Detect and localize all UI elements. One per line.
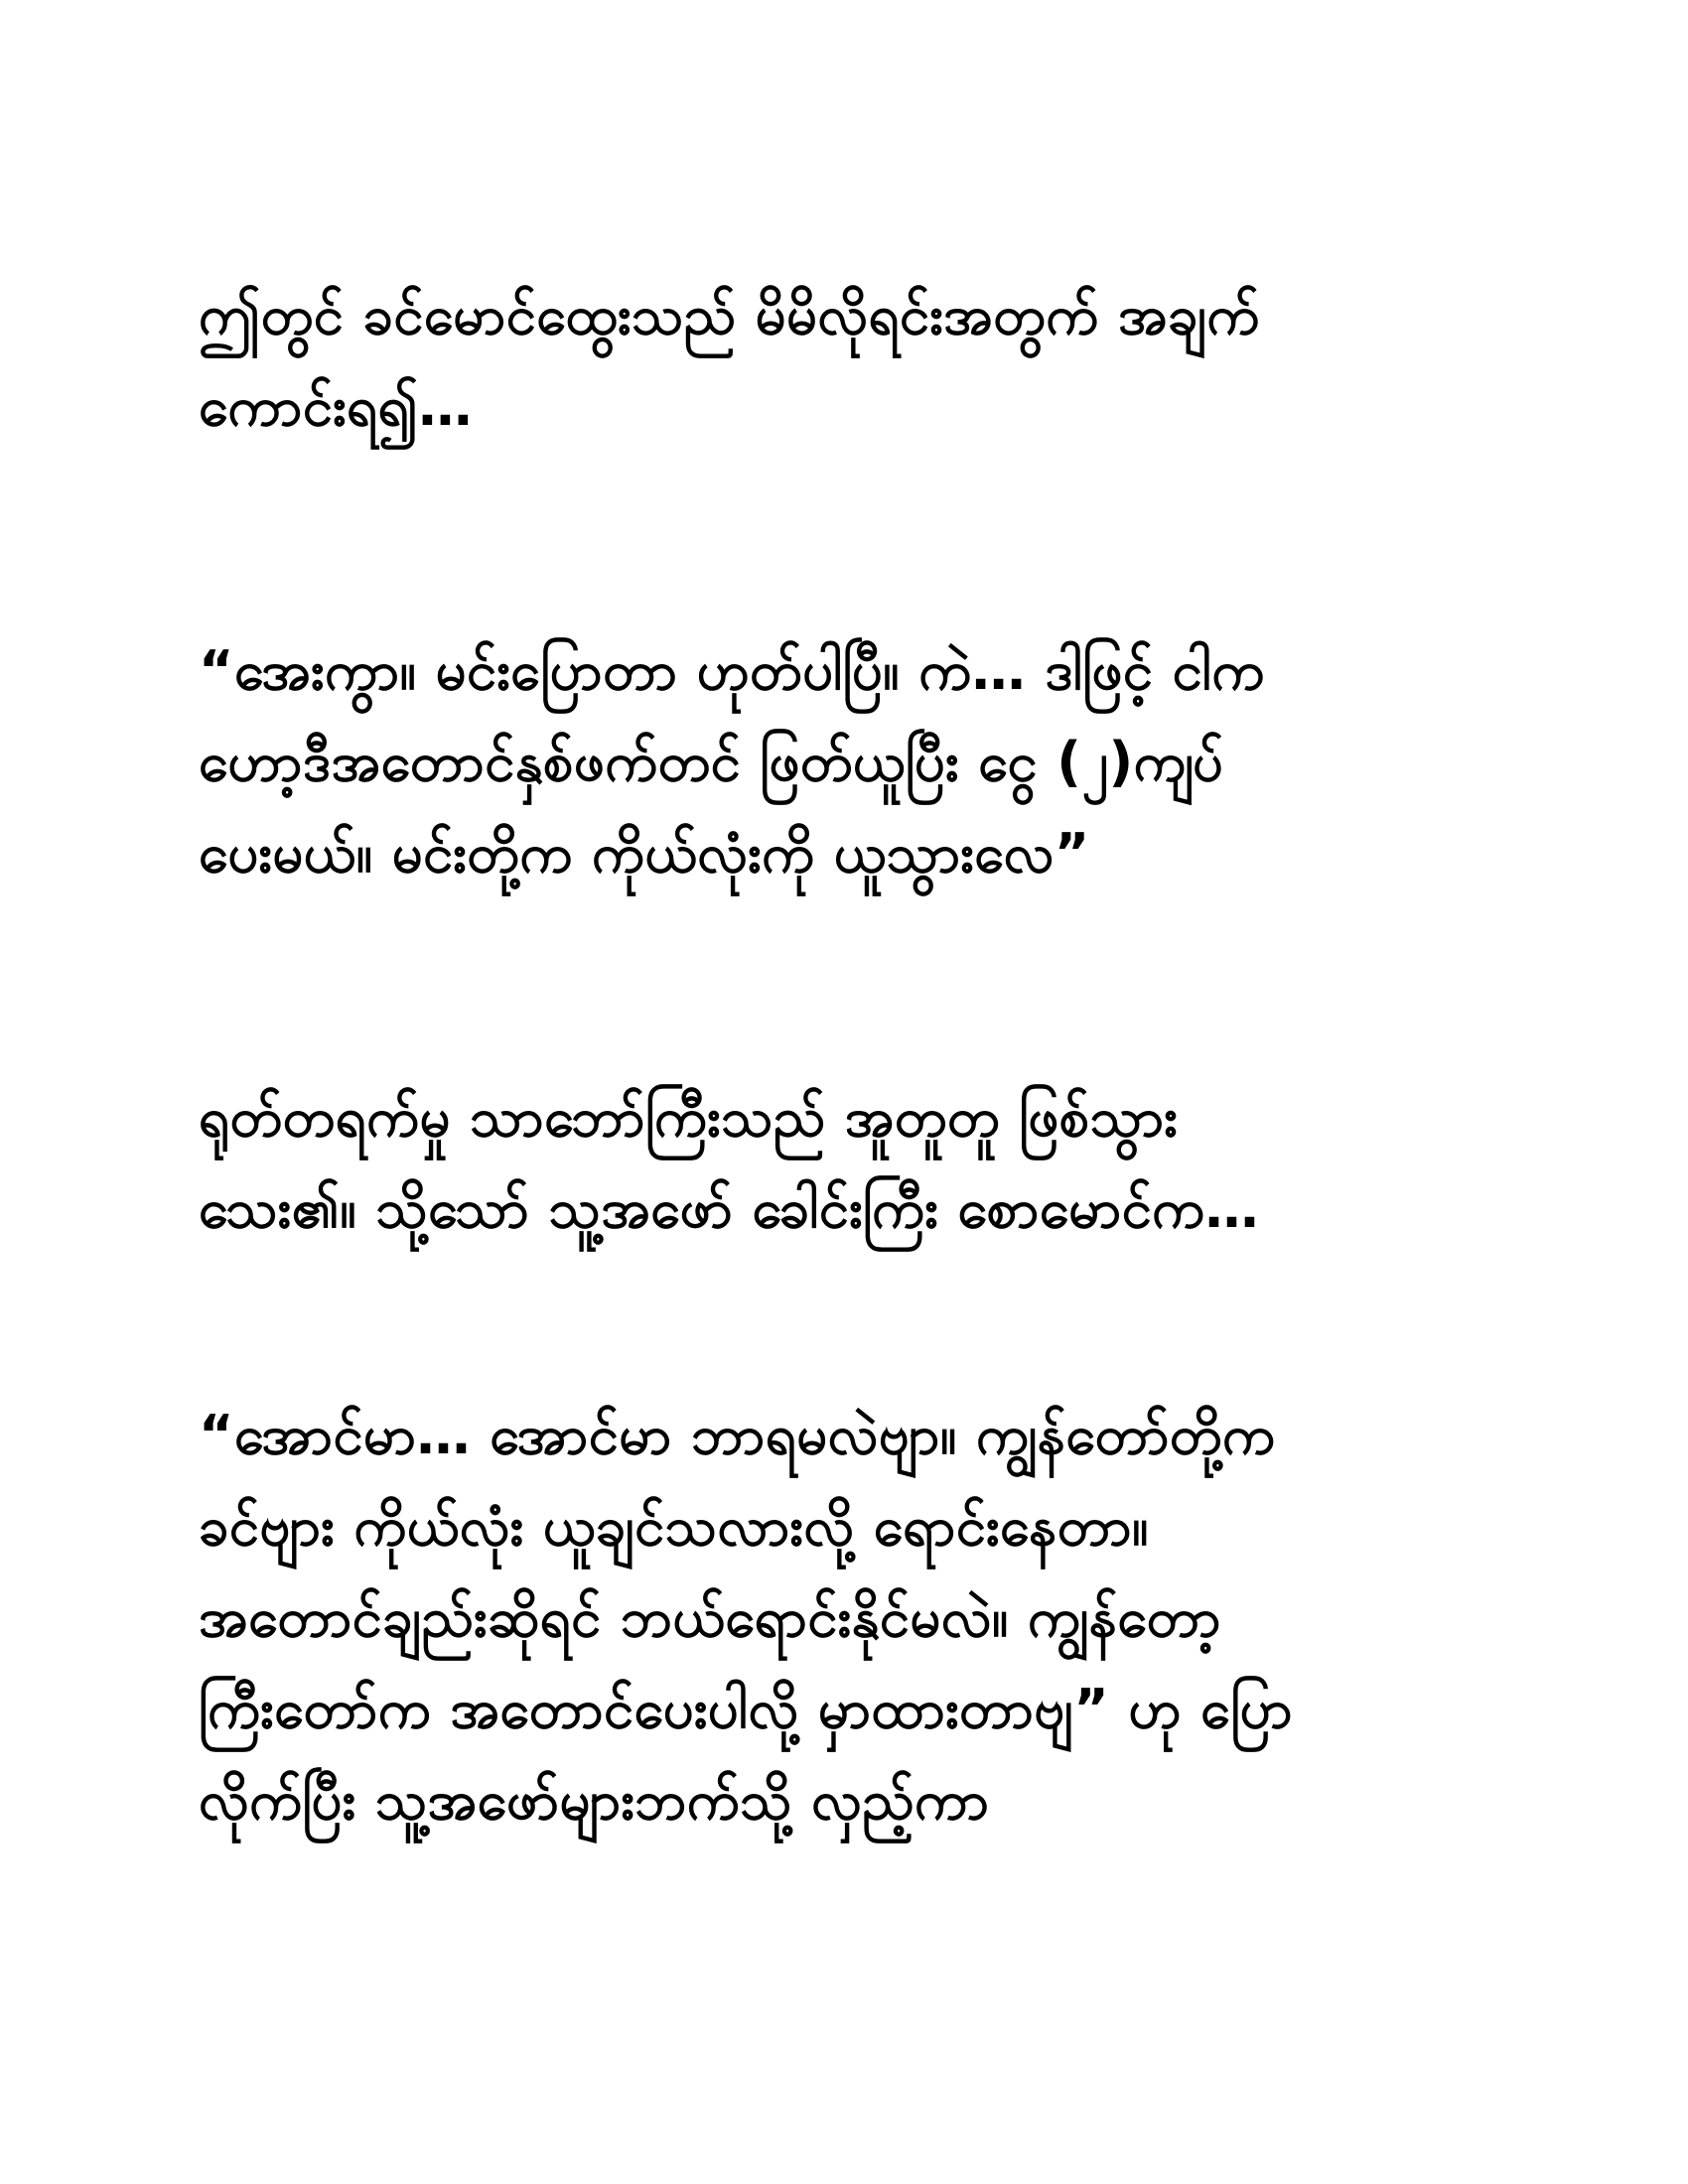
paragraph-3 <box>199 1072 1519 1255</box>
paragraph-line: သေး၏။ သို့သော် သူ့အဖော် ခေါင်းကြီး စောမောင်က… <box>199 1177 1260 1240</box>
paragraph-2 <box>199 625 1519 899</box>
paragraph-line: ကောင်းရ၍… <box>199 375 473 438</box>
paragraph-line: “အောင်မာ… အောင်မာ ဘာရမလဲဗျာ။ ကျွန်တော်တို့က <box>199 1404 1276 1466</box>
paragraph-line: ဤတွင် ခင်မောင်ထွေးသည် မိမိလိုရင်းအတွက် အချက် <box>199 284 1260 346</box>
paragraph-line: ပေးမယ်။ မင်းတို့က ကိုယ်လုံးကို ယူသွားလေ” <box>199 822 1090 885</box>
paragraph-line: အတောင်ချည်းဆိုရင် ဘယ်ရောင်းနိုင်မလဲ။ ကျွန်တော့ <box>199 1586 1221 1649</box>
paragraph-line: ရုတ်တရက်မှု သာဘော်ကြီးသည် အူတူတူ ဖြစ်သွား <box>199 1086 1179 1149</box>
paragraph-1 <box>199 270 1519 453</box>
paragraph-line: ကြီးတော်က အတောင်ပေးပါလို့ မှာထားတာဗျ” ဟု ပြော <box>199 1678 1294 1740</box>
paragraph-line: ဟော့ဒီအတောင်နှစ်ဖက်တင် ဖြတ်ယူပြီး ငွေ (၂)ကျပ် <box>199 731 1224 793</box>
paragraph-line: “အေးကွာ။ မင်းပြောတာ ဟုတ်ပါပြီ။ ကဲ… ဒါဖြင့် ငါက <box>199 639 1265 702</box>
paragraph-line: ခင်ဗျား ကိုယ်လုံး ယူချင်သလားလို့ ရောင်းနေတာ။ <box>199 1495 1149 1558</box>
paragraph-4 <box>199 1390 1519 1846</box>
paragraph-line: လိုက်ပြီး သူ့အဖော်များဘက်သို့ လှည့်ကာ <box>199 1769 990 1832</box>
